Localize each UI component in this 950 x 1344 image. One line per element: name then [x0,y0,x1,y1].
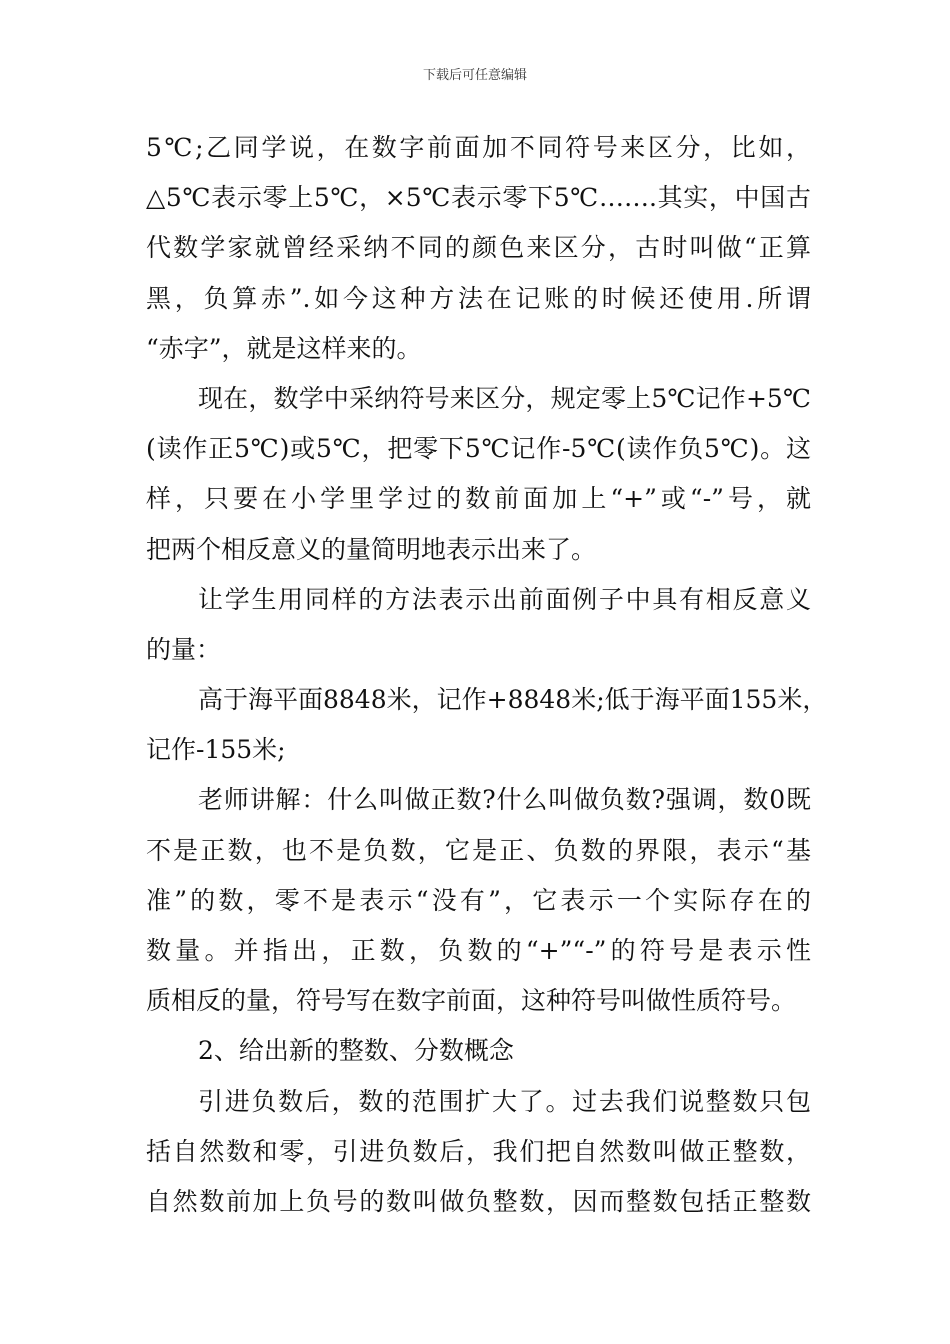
text-line: 数量。并指出，正数，负数的“+”“-”的符号是表示性 [146,936,811,965]
text-line: 2、给出新的整数、分数概念 [198,1036,514,1066]
text-line: 质相反的量，符号写在数字前面，这种符号叫做性质符号。 [146,986,797,1016]
text-line: 自然数前加上负号的数叫做负整数，因而整数包括正整数 [146,1186,811,1216]
text-line: 记作-155米; [146,735,286,765]
text-line: 引进负数后，数的范围扩大了。过去我们说整数只包 [198,1086,811,1116]
text-line: 让学生用同样的方法表示出前面例子中具有相反意义 [198,584,811,614]
text-line: 现在，数学中采纳符号来区分，规定零上5℃记作+5℃ [198,383,811,413]
text-line: 样，只要在小学里学过的数前面加上“+”或“-”号，就 [146,484,811,514]
text-line: 代数学家就曾经采纳不同的颜色来区分，古时叫做“正算 [146,233,811,263]
text-line: 高于海平面8848米，记作+8848米;低于海平面155米， [198,685,828,715]
text-line: 的量： [146,634,222,664]
text-line: 老师讲解：什么叫做正数?什么叫做负数?强调，数0既 [198,785,811,815]
page-header: 下载后可任意编辑 [422,68,527,83]
text-line: 括自然数和零，引进负数后，我们把自然数叫做正整数， [146,1136,811,1166]
text-line: (读作正5℃)或5℃，把零下5℃记作-5℃(读作负5℃)。这 [146,434,811,464]
body-text [146,123,828,1227]
text-line: 把两个相反意义的量简明地表示出来了。 [146,534,597,564]
text-line: 准”的数，零不是表示“没有”，它表示一个实际存在的 [146,885,811,915]
text-line: 黑，负算赤”.如今这种方法在记账的时候还使用.所谓 [146,283,811,313]
text-line: 不是正数，也不是负数，它是正、负数的界限，表示“基 [146,835,811,865]
text-line: 5℃;乙同学说，在数字前面加不同符号来区分，比如， [146,133,811,162]
text-line: “赤字”，就是这样来的。 [146,333,422,363]
text-line: △5℃表示零上5℃，×5℃表示零下5℃…….其实，中国古 [146,183,811,213]
